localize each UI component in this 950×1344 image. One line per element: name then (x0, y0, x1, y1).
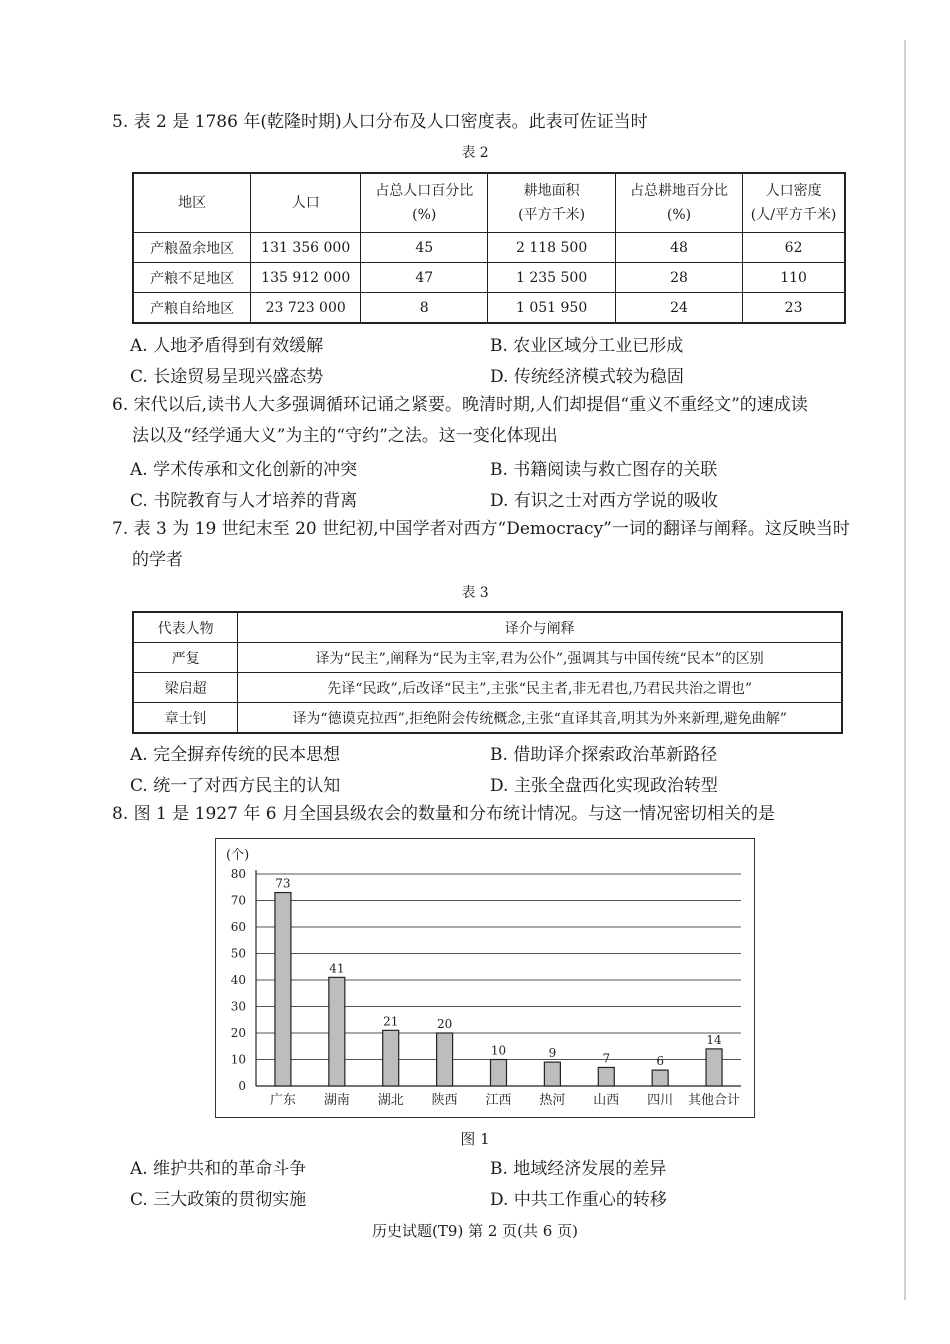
q7-option-d[interactable]: D. 主张全盘西化实现政治转型 (490, 776, 718, 796)
x-tick-label: 江西 (485, 1093, 512, 1108)
q7-stem-line1: 7. 表 3 为 19 世纪末至 20 世纪初,中国学者对西方“Democracy”一词的翻译与阐释。这反映当时 (112, 519, 850, 539)
bar (652, 1070, 668, 1086)
table-3-cell: 先译“民政”,后改译“民主”,主张“民主者,非无君也,乃君民共治之谓也” (238, 673, 842, 703)
table-2-header-row (133, 173, 845, 233)
y-tick-label: 10 (230, 1052, 246, 1067)
q6-option-d[interactable]: D. 有识之士对西方学说的吸收 (490, 491, 718, 511)
table-2-cell: 28 (615, 263, 742, 293)
x-tick-label: 四川 (647, 1093, 674, 1108)
x-tick-label: 湖北 (377, 1093, 404, 1108)
table-3-row (133, 703, 842, 734)
figure-1-caption: 图 1 (460, 1130, 490, 1148)
x-tick-label: 湖南 (323, 1093, 350, 1108)
table-2-row (133, 263, 845, 293)
table-3-row (133, 643, 842, 673)
table-2-cell: 110 (743, 263, 845, 293)
table-2-cell: 2 118 500 (488, 233, 615, 263)
figure-1-chart (215, 838, 755, 1118)
table-2-body (133, 233, 845, 324)
table-3-header-cell: 译介与阐释 (238, 612, 842, 643)
table-2-row (133, 233, 845, 263)
page-footer: 历史试题(T9) 第 2 页(共 6 页) (372, 1222, 578, 1240)
y-tick-label: 30 (230, 999, 246, 1014)
table-2-cell: 23 (743, 293, 845, 324)
y-tick-label: 60 (230, 920, 246, 934)
y-tick-label: 20 (230, 1026, 246, 1040)
table-2-cell: 45 (361, 233, 488, 263)
bar (437, 1033, 453, 1086)
table-3-cell: 译为“民主”,阐释为“民为主宰,君为公仆”,强调其与中国传统“民本”的区别 (238, 643, 842, 673)
table-3-caption: 表 3 (461, 585, 489, 601)
bar (383, 1030, 399, 1086)
table-2-header-cell: 地区 (133, 173, 251, 233)
table-2-header-cell: 占总人口百分比 (%) (361, 173, 488, 233)
x-tick-label: 陕西 (431, 1093, 458, 1108)
q6-stem-line2: 法以及“经学通大义”为主的“守约”之法。这一变化体现出 (132, 426, 558, 446)
q5-option-c[interactable]: C. 长途贸易呈现兴盛态势 (130, 367, 324, 387)
bar-value-label: 10 (490, 1043, 507, 1058)
scan-edge-line (904, 40, 906, 1300)
q7-stem-line2: 的学者 (132, 550, 183, 570)
table-2-caption: 表 2 (461, 145, 489, 161)
bar (275, 893, 291, 1086)
q5-option-a[interactable]: A. 人地矛盾得到有效缓解 (130, 336, 324, 356)
table-2-cell: 47 (361, 263, 488, 293)
bar-chart-svg (216, 839, 754, 1117)
y-tick-label: 70 (230, 893, 246, 908)
y-tick-label: 40 (230, 973, 246, 987)
bar-value-label: 41 (329, 961, 345, 976)
q7-option-a[interactable]: A. 完全摒弃传统的民本思想 (130, 745, 341, 765)
table-3-cell: 严复 (133, 643, 238, 673)
q5-option-b[interactable]: B. 农业区域分工业已形成 (490, 336, 684, 356)
bar-value-label: 20 (436, 1017, 453, 1031)
table-2-cell: 48 (615, 233, 742, 263)
table-2-cell: 131 356 000 (251, 233, 361, 263)
q8-option-b[interactable]: B. 地域经济发展的差异 (490, 1159, 667, 1179)
table-3-header-row (133, 612, 842, 643)
bar (706, 1049, 722, 1086)
q5-option-d[interactable]: D. 传统经济模式较为稳固 (490, 367, 684, 387)
table-2 (132, 172, 846, 324)
bar-value-label: 7 (602, 1051, 611, 1066)
question-7 (112, 514, 852, 576)
table-3-cell: 章士钊 (133, 703, 238, 734)
q7-option-c[interactable]: C. 统一了对西方民主的认知 (130, 776, 341, 796)
bar-value-label: 73 (275, 876, 291, 891)
question-6 (112, 390, 852, 452)
q7-option-b[interactable]: B. 借助译介探索政治革新路径 (490, 745, 718, 765)
bar-value-label: 9 (548, 1046, 557, 1061)
table-3-row (133, 673, 842, 703)
y-tick-label: 80 (230, 867, 246, 881)
y-tick-label: 50 (230, 946, 246, 961)
table-2-cell: 产粮不足地区 (133, 263, 251, 293)
table-2-header-cell: 耕地面积 (平方千米) (488, 173, 615, 233)
table-2-cell: 8 (361, 293, 488, 324)
bar-value-label: 21 (383, 1014, 399, 1029)
x-tick-label: 其他合计 (688, 1093, 741, 1108)
table-2-cell: 23 723 000 (251, 293, 361, 324)
table-3 (132, 611, 843, 734)
table-2-header-cell: 人口密度 (人/平方千米) (743, 173, 845, 233)
y-unit-label: (个) (226, 848, 250, 863)
bar-value-label: 14 (706, 1032, 722, 1047)
bar (329, 977, 345, 1086)
question-5 (112, 107, 852, 138)
table-2-cell: 产粮自给地区 (133, 293, 251, 324)
x-tick-label: 山西 (593, 1093, 620, 1108)
q5-options (130, 328, 850, 390)
x-tick-label: 广东 (269, 1093, 296, 1108)
bar (598, 1067, 614, 1086)
q8-option-c[interactable]: C. 三大政策的贯彻实施 (130, 1190, 307, 1210)
table-2-header-cell: 人口 (251, 173, 361, 233)
q5-stem: 5. 表 2 是 1786 年(乾隆时期)人口分布及人口密度表。此表可佐证当时 (112, 112, 648, 132)
table-2-cell: 62 (743, 233, 845, 263)
table-3-body (133, 643, 842, 734)
table-3-cell: 梁启超 (133, 673, 238, 703)
q6-options (130, 452, 850, 514)
q6-option-a[interactable]: A. 学术传承和文化创新的冲突 (130, 460, 358, 480)
table-2-cell: 产粮盈余地区 (133, 233, 251, 263)
table-3-header-cell: 代表人物 (133, 612, 238, 643)
y-tick-label: 0 (238, 1079, 246, 1093)
table-2-header-cell: 占总耕地百分比 (%) (615, 173, 742, 233)
q6-option-b[interactable]: B. 书籍阅读与救亡图存的关联 (490, 460, 718, 480)
q8-option-d[interactable]: D. 中共工作重心的转移 (490, 1190, 667, 1210)
q6-stem-line1: 6. 宋代以后,读书人大多强调循环记诵之紧要。晚清时期,人们却提倡“重义不重经文”的速成读 (112, 395, 808, 415)
q8-options (130, 1151, 850, 1213)
q8-option-a[interactable]: A. 维护共和的革命斗争 (130, 1159, 307, 1179)
q7-options (130, 737, 850, 799)
bar-value-label: 6 (656, 1054, 664, 1069)
q8-stem: 8. 图 1 是 1927 年 6 月全国县级农会的数量和分布统计情况。与这一情况密切相关的是 (112, 804, 775, 824)
bar (544, 1062, 560, 1086)
bar (491, 1060, 507, 1087)
table-2-cell: 1 051 950 (488, 293, 615, 324)
x-tick-label: 热河 (539, 1093, 566, 1108)
table-2-cell: 24 (615, 293, 742, 324)
table-2-cell: 1 235 500 (488, 263, 615, 293)
q6-option-c[interactable]: C. 书院教育与人才培养的背离 (130, 491, 358, 511)
table-3-cell: 译为“德谟克拉西”,拒绝附会传统概念,主张“直译其音,明其为外来新理,避免曲解” (238, 703, 842, 734)
table-2-cell: 135 912 000 (251, 263, 361, 293)
table-2-row (133, 293, 845, 324)
question-8 (112, 799, 852, 830)
